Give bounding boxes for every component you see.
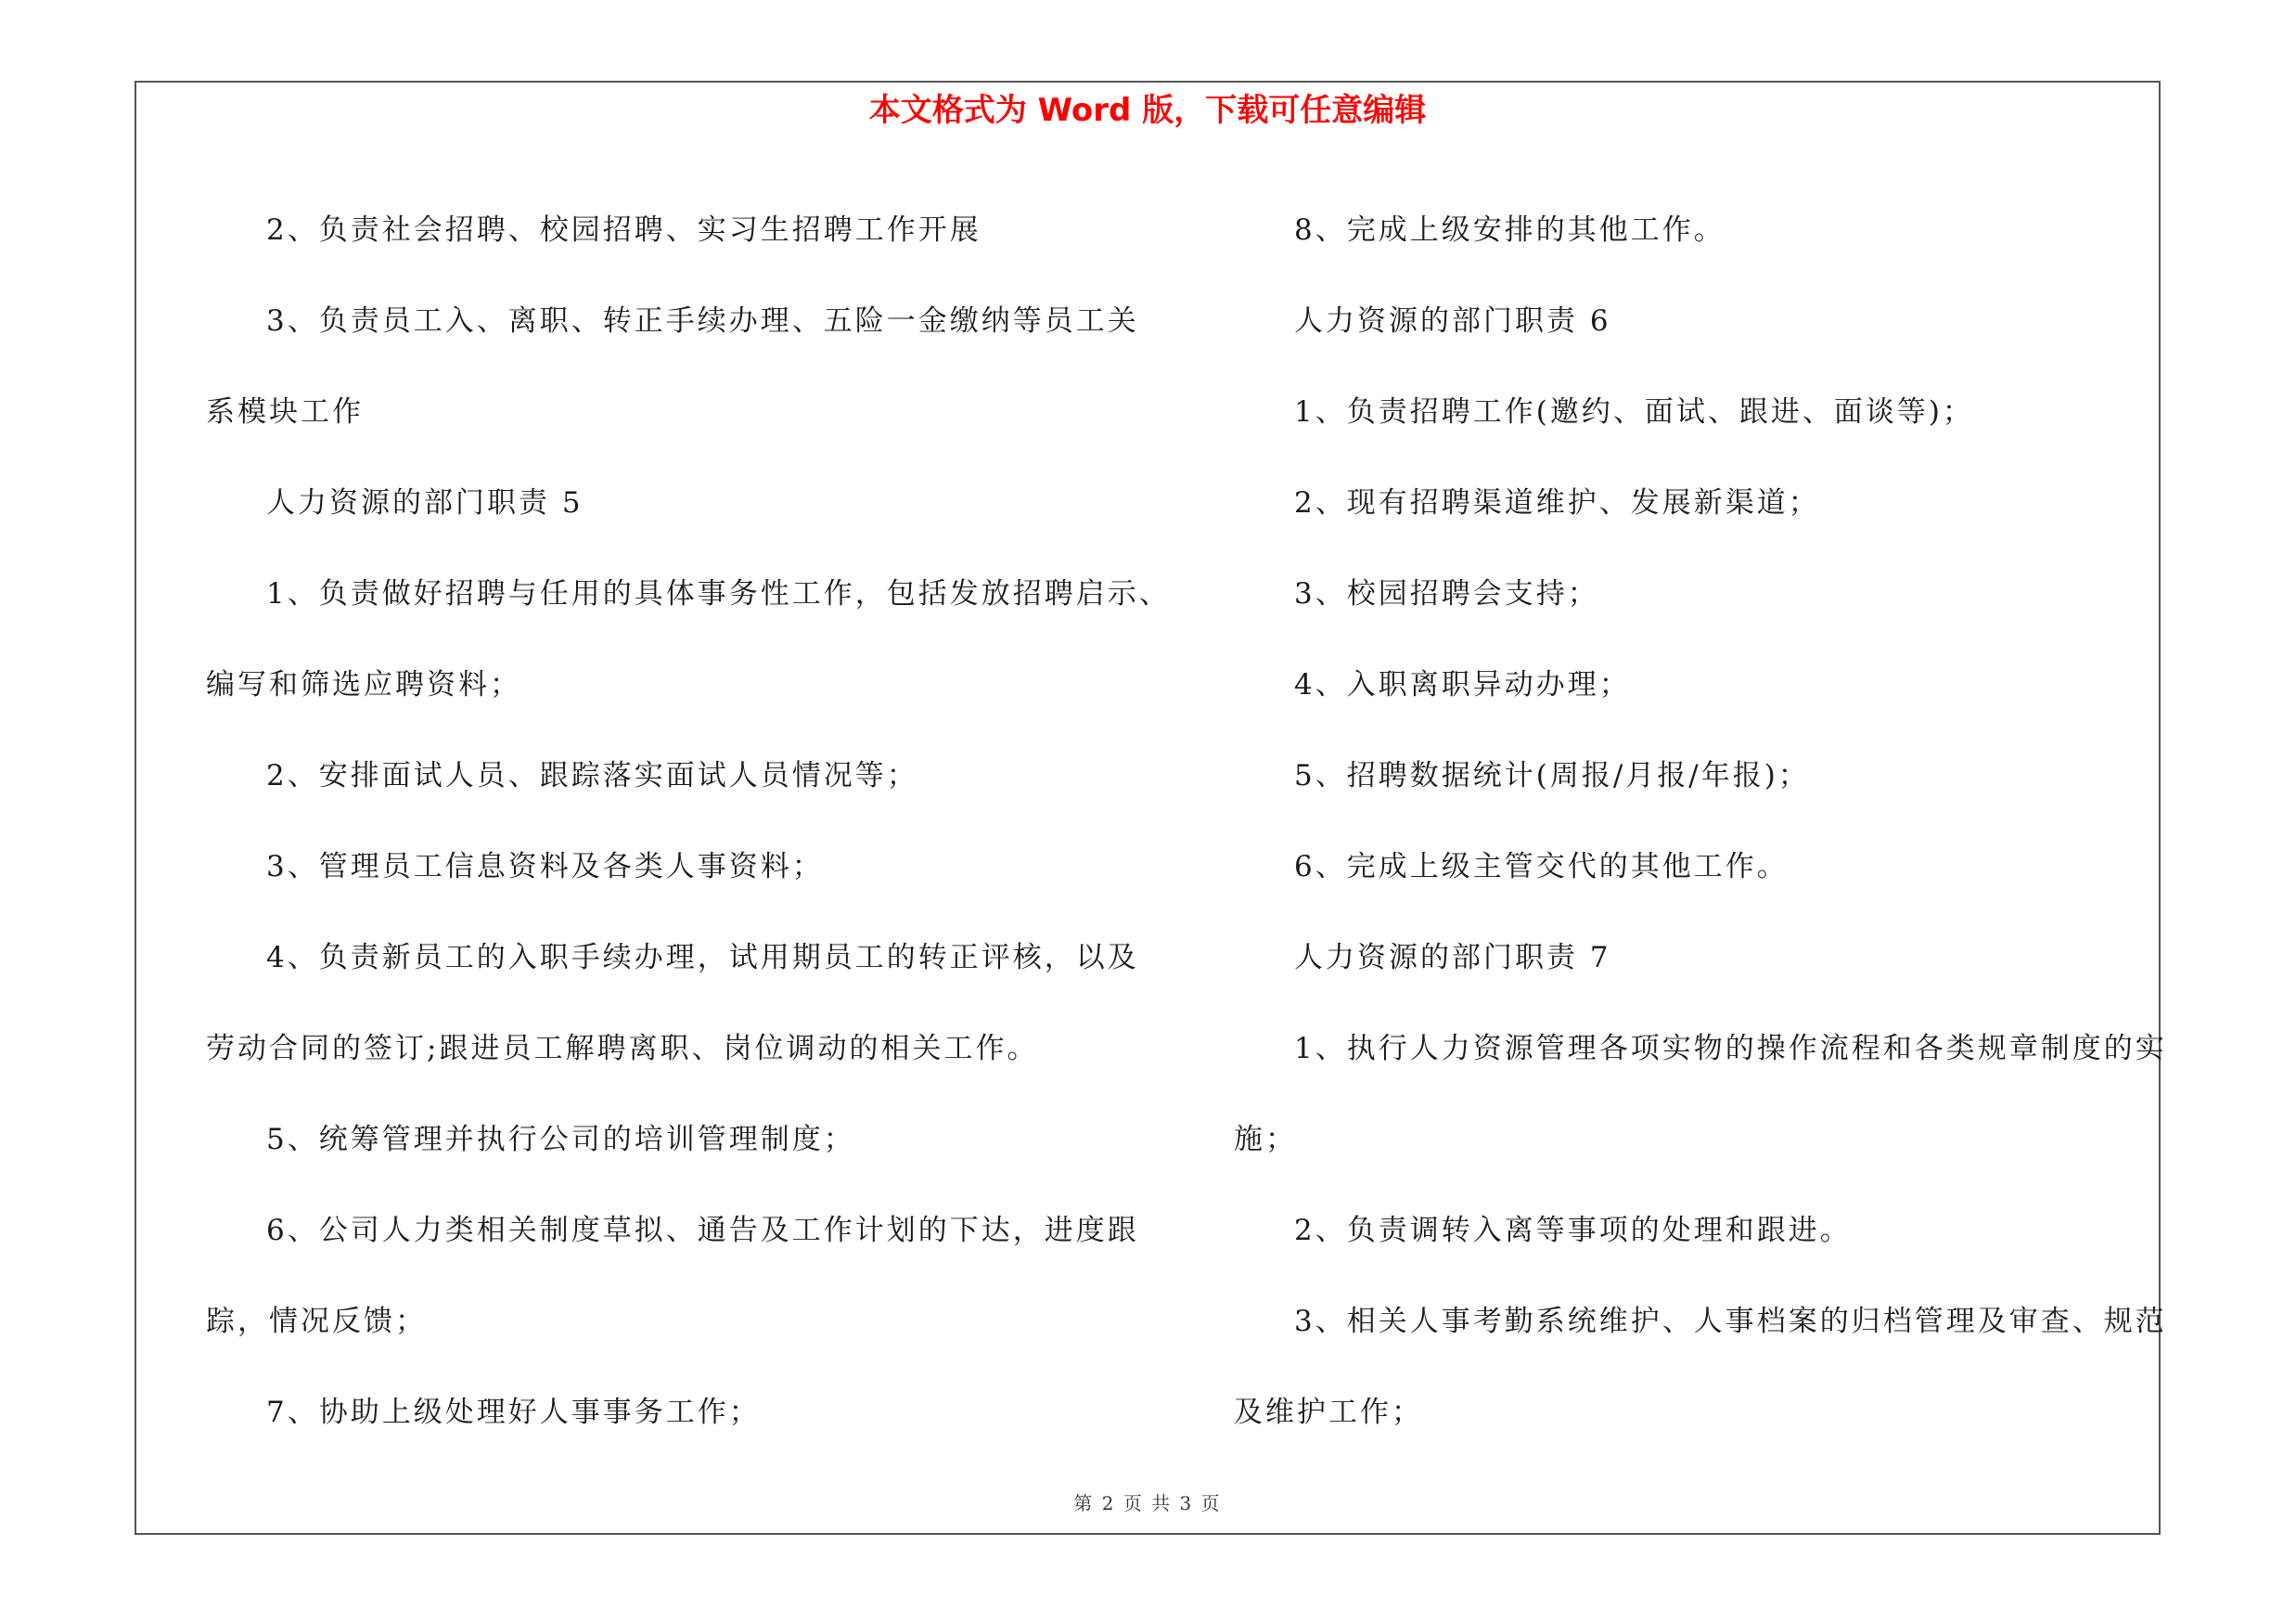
left-paragraph-line: 2、负责社会招聘、校园招聘、实习生招聘工作开展 <box>266 213 981 247</box>
right-paragraph-line: 及维护工作； <box>1234 1396 1423 1429</box>
right-paragraph-line: 1、执行人力资源管理各项实物的操作流程和各类规章制度的实 <box>1294 1032 2167 1065</box>
right-paragraph-line: 8、完成上级安排的其他工作。 <box>1294 213 1725 247</box>
right-paragraph-line: 2、现有招聘渠道维护、发展新渠道； <box>1294 486 1820 520</box>
right-paragraph-line: 3、相关人事考勤系统维护、人事档案的归档管理及审查、规范 <box>1294 1305 2167 1338</box>
left-paragraph-line: 劳动合同的签订;跟进员工解聘离职、岗位调动的相关工作。 <box>206 1032 1039 1065</box>
right-paragraph-line: 人力资源的部门职责 7 <box>1294 941 1611 974</box>
left-paragraph-line: 7、协助上级处理好人事事务工作； <box>266 1396 761 1429</box>
left-paragraph-line: 5、统筹管理并执行公司的培训管理制度； <box>266 1123 855 1156</box>
left-column <box>206 185 1171 1458</box>
right-paragraph-line: 1、负责招聘工作(邀约、面试、跟进、面谈等)； <box>1294 395 1974 429</box>
document-banner: 本文格式为 Word 版，下载可任意编辑 <box>868 92 1427 129</box>
right-column <box>1234 185 2167 1458</box>
left-paragraph-line: 编写和筛选应聘资料； <box>206 668 521 702</box>
left-paragraph-line: 3、负责员工入、离职、转正手续办理、五险一金缴纳等员工关 <box>266 304 1139 338</box>
left-paragraph-line: 6、公司人力类相关制度草拟、通告及工作计划的下达，进度跟 <box>266 1214 1139 1247</box>
left-paragraph-line: 1、负责做好招聘与任用的具体事务性工作，包括发放招聘启示、 <box>266 577 1171 611</box>
right-paragraph-line: 施； <box>1234 1123 1297 1156</box>
right-paragraph-line: 2、负责调转入离等事项的处理和跟进。 <box>1294 1214 1852 1247</box>
left-paragraph-line: 2、安排面试人员、跟踪落实面试人员情况等； <box>266 759 918 792</box>
right-paragraph-line: 5、招聘数据统计(周报/月报/年报)； <box>1294 759 1810 792</box>
right-paragraph-line: 3、校园招聘会支持； <box>1294 577 1599 611</box>
right-paragraph-line: 4、入职离职异动办理； <box>1294 668 1631 702</box>
left-paragraph-line: 踪，情况反馈； <box>206 1305 427 1338</box>
page-number-footer: 第 2 页 共 3 页 <box>1073 1492 1222 1514</box>
left-paragraph-line: 系模块工作 <box>206 395 364 429</box>
left-paragraph-line: 人力资源的部门职责 5 <box>266 486 584 520</box>
right-paragraph-line: 人力资源的部门职责 6 <box>1294 304 1611 338</box>
right-paragraph-line: 6、完成上级主管交代的其他工作。 <box>1294 850 1789 883</box>
left-paragraph-line: 4、负责新员工的入职手续办理，试用期员工的转正评核，以及 <box>266 941 1139 974</box>
left-paragraph-line: 3、管理员工信息资料及各类人事资料； <box>266 850 824 883</box>
